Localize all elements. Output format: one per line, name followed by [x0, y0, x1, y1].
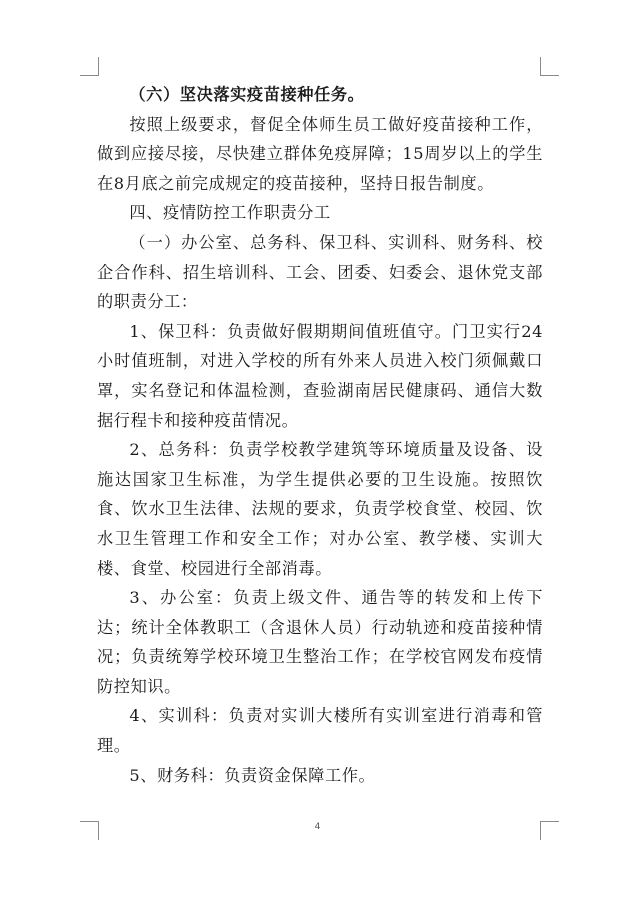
document-body: [97, 80, 543, 790]
section-heading-responsibilities: 四、疫情防控工作职责分工: [129, 203, 331, 223]
paragraph-security: 1、保卫科：负责做好假期期间值班值守。门卫实行24小时值班制，对进入学校的所有外来人员进入校门须佩戴口罩，实名登记和体温检测，查验湖南居民健康码、通信大数据行程卡和接种疫苗情况。: [97, 321, 543, 430]
paragraph-vaccination: 按照上级要求，督促全体师生员工做好疫苗接种工作，做到应接尽接，尽快建立群体免疫屏障；15周岁以上的学生在8月底之前完成规定的疫苗接种，坚持日报告制度。: [97, 114, 543, 193]
paragraph-office: 3、办公室：负责上级文件、通告等的转发和上传下达；统计全体教职工（含退休人员）行动轨迹和疫苗接种情况；负责统筹学校环境卫生整治工作；在学校官网发布疫情防控知识。: [97, 588, 543, 696]
crop-mark-top-right: [540, 57, 559, 76]
page-number: 4: [314, 822, 321, 832]
section-heading-vaccination: （六）坚决落实疫苗接种任务。: [129, 85, 365, 104]
paragraph-departments: （一）办公室、总务科、保卫科、实训科、财务科、校企合作科、招生培训科、工会、团委、妇委会、退休党支部的职责分工：: [97, 232, 543, 312]
paragraph-finance: 5、财务科：负责资金保障工作。: [129, 765, 376, 785]
crop-mark-top-left: [80, 57, 99, 76]
paragraph-general-affairs: 2、总务科：负责学校教学建筑等环境质量及设备、设施达国家卫生标准，为学生提供必要的卫生设施。按照饮食、饮水卫生法律、法规的要求，负责学校食堂、校园、饮水卫生管理工作和安全工作；对办公室、教学楼、实训大楼、食堂、校园进行全部消毒。: [97, 440, 543, 578]
paragraph-training: 4、实训科：负责对实训大楼所有实训室进行消毒和管理。: [97, 706, 543, 756]
